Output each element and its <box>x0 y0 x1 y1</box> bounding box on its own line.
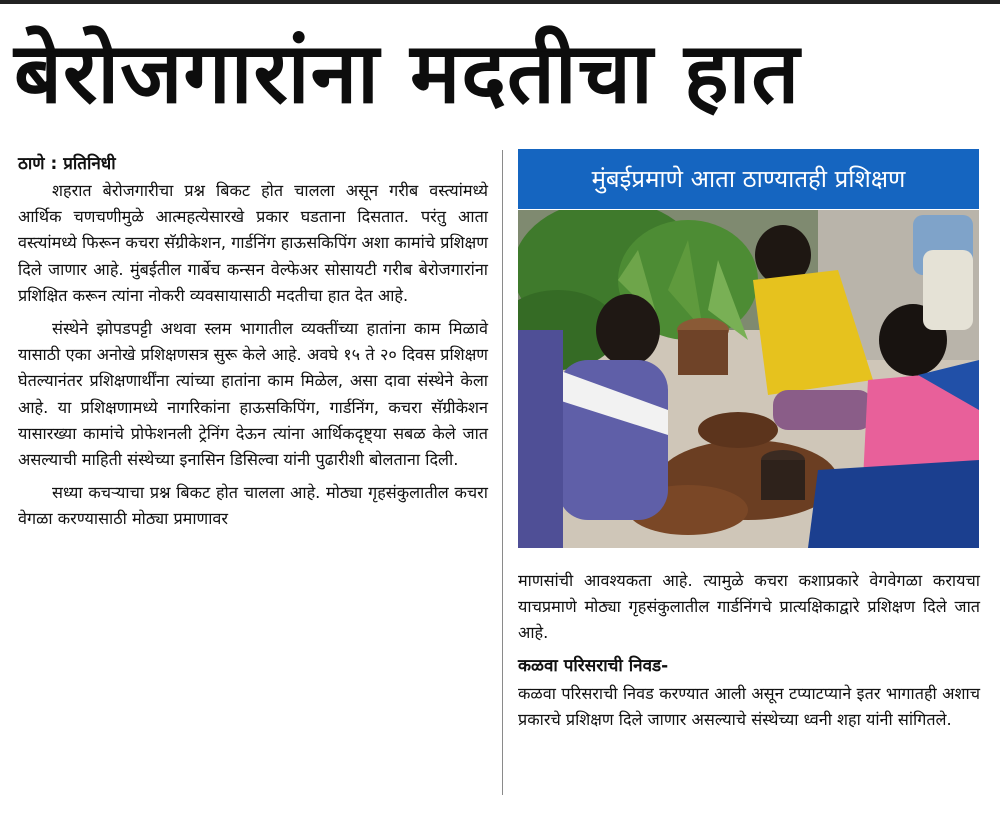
paragraph-2: संस्थेने झोपडपट्टी अथवा स्लम भागातील व्यक्तींच्या हातांना काम मिळावे यासाठी एका अनोखे प्रशिक्षणसत्र सुरू केले आहे. अवघे १५ ते २० दिवस प्रशिक्षण घेतल्यानंतर प्रशिक्षणार्थींना त्यांच्या हातांना काम मिळेल, असा दावा संस्थेने केला आहे. या प्रशिक्षणामध्ये नागरिकांना हाऊसकिपिंग, गार्डनिंग, कचरा सॅग्रीकेशन यासारख्या कामांचे प्रोफेशनली ट्रेनिंग देऊन त्यांना आर्थिकदृष्ट्या सबळ केले जात असल्याची माहिती संस्थेच्या इनासिन डिसिल्वा यांनी पुढारीशी बोलताना दिली. <box>18 319 488 470</box>
continuation-paragraph: माणसांची आवश्यकता आहे. त्यामुळे कचरा कशाप्रकारे वेगवेगळा करायचा याचप्रमाणे मोठ्या गृहसंकुलातील गार्डनिंगचे प्रात्यक्षिकाद्वारे प्रशिक्षण दिले जात आहे. <box>518 571 980 643</box>
column-divider <box>502 150 503 795</box>
paragraph-1: शहरात बेरोजगारीचा प्रश्न बिकट होत चालला असून गरीब वस्त्यांमध्ये आर्थिक चणचणीमुळे आत्महत्येसारखे प्रकार घडताना दिसतात. परंतु आता वस्त्यांमध्ये फिरून कचरा सॅग्रीकेशन, गार्डनिंग हाऊसकिपिंग अशा कामांचे प्रशिक्षण दिले जाणार आहे. मुंबईतील गार्बेच कन्सन वेल्फेअर सोसायटी गरीब बेरोजगारांना प्रशिक्षित करून त्यांना नोकरी व्यवसायासाठी मदतीचा हात देत आहे. <box>18 181 488 305</box>
photo-banner: मुंबईप्रमाणे आता ठाण्यातही प्रशिक्षण <box>518 149 979 209</box>
closing-paragraph: कळवा परिसराची निवड करण्यात आली असून टप्याटप्याने इतर भागातही अशाच प्रकारचे प्रशिक्षण दिले जाणार असल्याचे संस्थेच्या ध्वनी शहा यांनी सांगितले. <box>518 683 980 729</box>
headline: बेरोजगारांना मदतीचा हात <box>14 24 801 122</box>
left-column <box>18 178 488 540</box>
training-photo <box>518 210 979 548</box>
subheading: कळवा परिसराची निवड- <box>518 655 669 676</box>
right-column <box>518 568 980 739</box>
paragraph-3: सध्या कचऱ्याचा प्रश्न बिकट होत चालला आहे. मोठ्या गृहसंकुलातील कचरा वेगळा करण्यासाठी मोठ्या प्रमाणावर <box>18 483 488 529</box>
byline: ठाणे : प्रतिनिधी <box>18 154 116 174</box>
top-rule <box>0 0 1000 4</box>
